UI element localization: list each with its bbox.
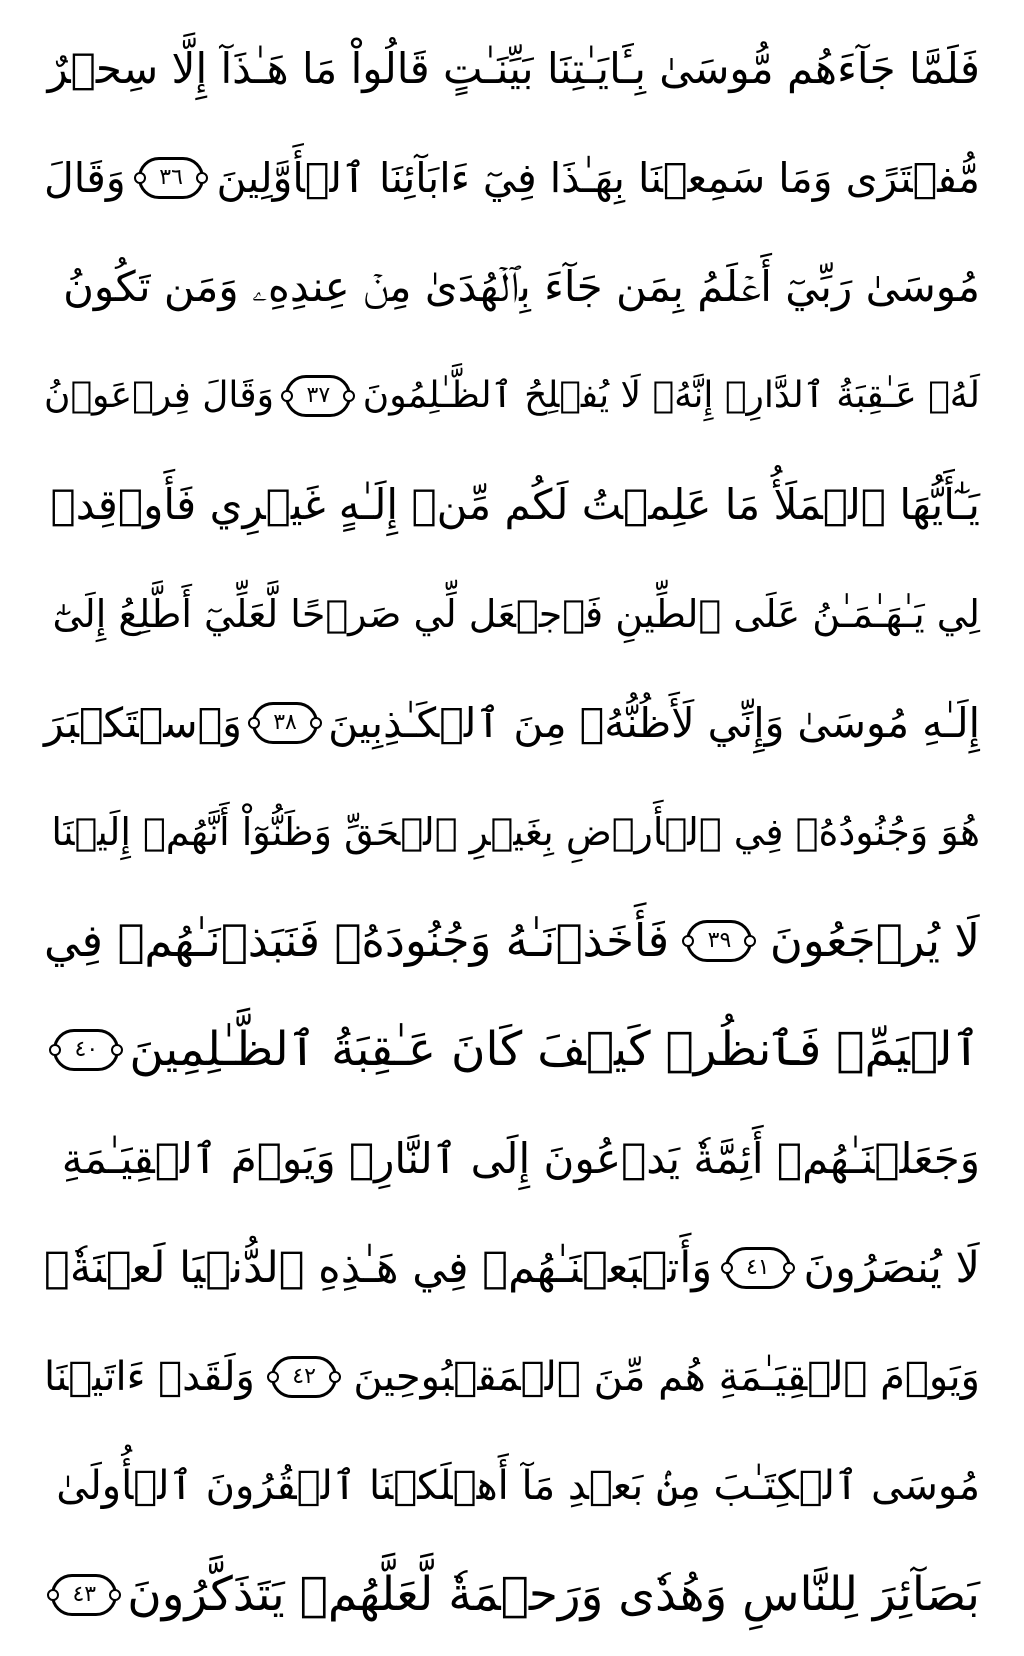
- verse-text: وَجَعَلۡنَـٰهُمۡ أَئِمَّةٗ يَدۡعُونَ إِلَى ٱلنَّارِۖ وَيَوۡمَ ٱلۡقِيَـٰمَةِ: [61, 1134, 980, 1183]
- verse-end-marker-icon: [53, 1029, 119, 1071]
- text-line: [44, 1431, 980, 1540]
- text-line: [44, 14, 980, 123]
- verse-text: وَلَقَدۡ ءَاتَيۡنَا: [44, 1353, 255, 1400]
- verse-number: ٣٨: [273, 709, 297, 735]
- verse-text: لَا يُرۡجَعُونَ: [769, 914, 980, 967]
- verse-number: ٣٩: [707, 927, 732, 953]
- verse-text: وَقَالَ: [44, 153, 126, 202]
- verse-text: ٱلۡيَمِّۖ فَٱنظُرۡ كَيۡفَ كَانَ عَـٰقِبَةُ ٱلظَّـٰلِمِينَ: [129, 1022, 980, 1077]
- text-line: [44, 995, 980, 1104]
- verse-number: ٤٣: [72, 1581, 97, 1607]
- text-line: [44, 450, 980, 559]
- verse-text: مُّفۡتَرًى وَمَا سَمِعۡنَا بِهَـٰذَا فِيٓ ءَابَآئِنَا ٱلۡأَوَّلِينَ: [216, 153, 980, 202]
- verse-text: يَـٰٓأَيُّهَا ٱلۡمَلَأُ مَا عَلِمۡتُ لَكُم مِّنۡ إِلَـٰهٍ غَيۡرِي فَأَوۡقِدۡ: [50, 480, 980, 529]
- text-line: [44, 341, 980, 450]
- verse-number: ٤٠: [74, 1036, 99, 1062]
- text-line: [44, 777, 980, 886]
- verse-number: ٣٦: [159, 164, 183, 190]
- verse-text: فَأَخَذۡنَـٰهُ وَجُنُودَهُۥ فَنَبَذۡنَـٰهُمۡ فِي: [44, 914, 670, 967]
- verse-text: وَأَتۡبَعۡنَـٰهُمۡ فِي هَـٰذِهِ ٱلدُّنۡيَا لَعۡنَةٗۖ: [44, 1242, 713, 1293]
- text-line: [44, 1322, 980, 1431]
- verse-end-marker-icon: [285, 375, 351, 417]
- verse-text: لَا يُنصَرُونَ: [803, 1242, 980, 1293]
- verse-end-marker-icon: [686, 920, 752, 962]
- verse-end-marker-icon: [271, 1356, 337, 1398]
- text-line: [44, 1104, 980, 1213]
- verse-end-marker-icon: [51, 1574, 117, 1616]
- verse-text: فَلَمَّا جَآءَهُم مُّوسَىٰ بِـَٔايَـٰتِنَا بَيِّنَـٰتٍ قَالُواْ مَا هَـٰذَآ إِلَّا سِحۡرٌ: [47, 44, 980, 93]
- verse-text: مُوسَى ٱلۡكِتَـٰبَ مِنۢ بَعۡدِ مَآ أَهۡلَكۡنَا ٱلۡقُرُونَ ٱلۡأُولَىٰ: [56, 1462, 980, 1509]
- text-line: [44, 1540, 980, 1649]
- text-line: [44, 559, 980, 668]
- verse-text: وَقَالَ فِرۡعَوۡنُ: [44, 375, 274, 416]
- verse-text: لَهُۥ عَـٰقِبَةُ ٱلدَّارِۖ إِنَّهُۥ لَا يُفۡلِحُ ٱلظَّـٰلِمُونَ: [362, 375, 980, 416]
- verse-text: لِي يَـٰهَـٰمَـٰنُ عَلَى ٱلطِّينِ فَٱجۡعَل لِّي صَرۡحًا لَّعَلِّيٓ أَطَّلِعُ إِلَىٰٓ: [52, 591, 980, 636]
- verse-text: مُوسَىٰ رَبِّيٓ أَعۡلَمُ بِمَن جَآءَ بِٱلۡهُدَىٰ مِنۡ عِندِهِۦ وَمَن تَكُونُ: [63, 261, 980, 311]
- verse-end-marker-icon: [725, 1247, 791, 1289]
- text-line: [44, 668, 980, 777]
- verse-number: ٤١: [745, 1254, 770, 1280]
- verse-text: وَٱسۡتَكۡبَرَ: [44, 698, 242, 747]
- verse-end-marker-icon: [138, 157, 204, 199]
- text-line: [44, 886, 980, 995]
- verse-end-marker-icon: [252, 702, 318, 744]
- verse-text: إِلَـٰهِ مُوسَىٰ وَإِنِّي لَأَظُنُّهُۥ مِنَ ٱلۡكَـٰذِبِينَ: [328, 698, 980, 747]
- text-line: [44, 123, 980, 232]
- verse-text: بَصَآئِرَ لِلنَّاسِ وَهُدٗى وَرَحۡمَةٗ لَّعَلَّهُمۡ يَتَذَكَّرُونَ: [127, 1567, 980, 1622]
- verse-number: ٣٧: [306, 382, 331, 408]
- verse-number: ٤٢: [292, 1363, 316, 1389]
- text-line: [44, 232, 980, 341]
- text-line: [44, 1213, 980, 1322]
- verse-lines: [44, 14, 980, 1649]
- verse-text: وَيَوۡمَ ٱلۡقِيَـٰمَةِ هُم مِّنَ ٱلۡمَقۡبُوحِينَ: [353, 1353, 980, 1400]
- verse-text: هُوَ وَجُنُودُهُۥ فِي ٱلۡأَرۡضِ بِغَيۡرِ ٱلۡحَقِّ وَظَنُّوٓاْ أَنَّهُمۡ إِلَيۡنَا: [51, 809, 980, 854]
